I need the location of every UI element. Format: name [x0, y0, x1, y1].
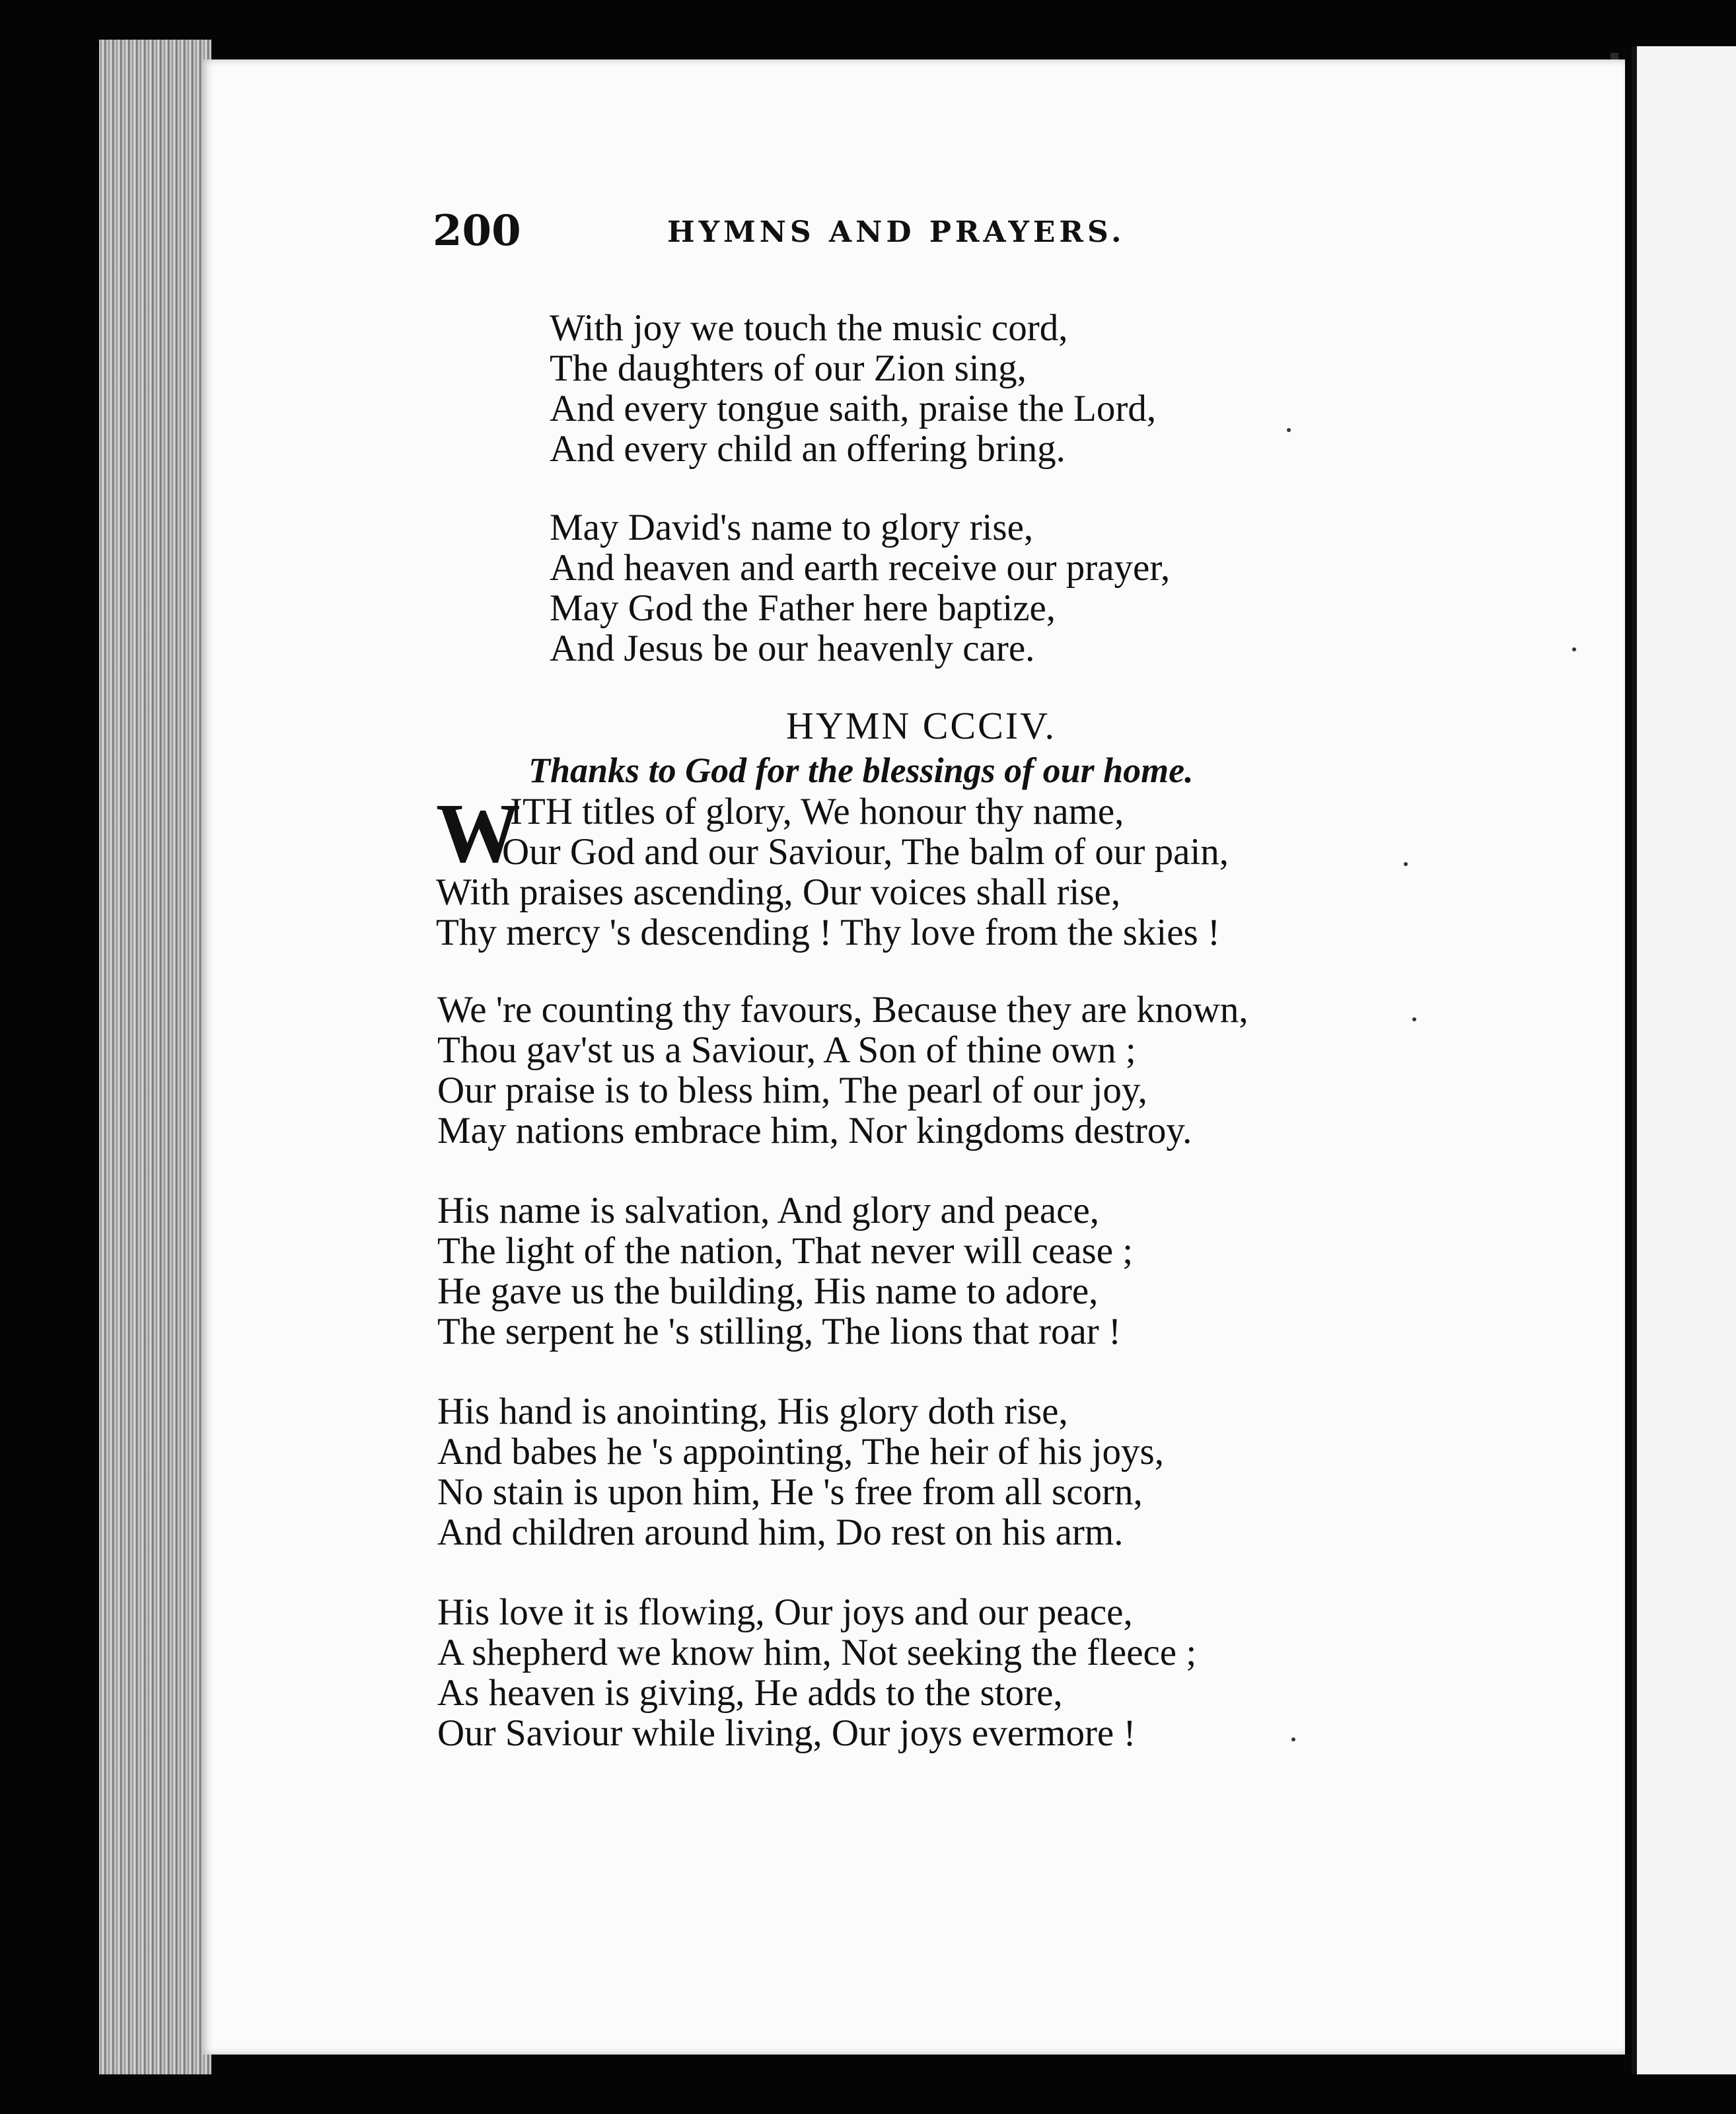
hymn-stanza-3 — [437, 1190, 1133, 1352]
verse-line: Thou gav'st us a Saviour, A Son of thine own ; — [437, 1029, 1136, 1071]
verse-line: His hand is anointing, His glory doth rise, — [437, 1391, 1068, 1432]
page-number: 200 — [433, 206, 521, 256]
verse-line: As heaven is giving, He adds to the store, — [437, 1672, 1063, 1714]
hymn-title: HYMN CCCIV. — [786, 704, 1057, 747]
verse-line: With joy we touch the music cord, — [550, 307, 1068, 349]
verse-line: The serpent he 's stilling, The lions that roar ! — [437, 1311, 1121, 1352]
stanza-previous-2 — [550, 507, 1170, 669]
running-head — [433, 206, 1192, 259]
verse-line: No stain is upon him, He 's free from all scorn, — [437, 1471, 1143, 1513]
hymn-first-stanza — [436, 786, 1229, 953]
verse-line: His love it is flowing, Our joys and our peace, — [437, 1591, 1133, 1633]
verse-line: And every child an offering bring. — [550, 428, 1066, 470]
verse-line: And Jesus be our heavenly care. — [550, 628, 1035, 669]
verse-line: Our praise is to bless him, The pearl of our joy, — [437, 1070, 1147, 1111]
verse-line: And heaven and earth receive our prayer, — [550, 547, 1171, 589]
scan-speck — [1572, 647, 1576, 651]
verse-line: And babes he 's appointing, The heir of his joys, — [437, 1431, 1164, 1473]
scan-speck — [1412, 1017, 1416, 1021]
verse-line: ITH titles of glory, We honour thy name, — [510, 791, 1124, 832]
verse-line: Thy mercy 's descending ! Thy love from the skies ! — [436, 912, 1220, 953]
verse-line: May God the Father here baptize, — [550, 587, 1056, 629]
hymn-stanza-5 — [437, 1592, 1196, 1753]
verse-line: His name is salvation, And glory and peace, — [437, 1190, 1100, 1231]
verse-line: And every tongue saith, praise the Lord, — [550, 388, 1157, 429]
hymn-stanza-2 — [437, 990, 1248, 1151]
hymn-stanza-4 — [437, 1391, 1164, 1552]
verse-line: A shepherd we know him, Not seeking the fleece ; — [437, 1632, 1197, 1673]
scan-speck — [1404, 862, 1408, 866]
hymn-subtitle: Thanks to God for the blessings of our home. — [528, 750, 1194, 790]
book-page-edges — [99, 40, 211, 2074]
verse-line: May David's name to glory rise, — [550, 507, 1034, 548]
scan-speck — [1291, 1737, 1295, 1741]
verse-line: The daughters of our Zion sing, — [550, 347, 1027, 389]
drop-cap: W — [436, 786, 521, 880]
verse-line: May nations embrace him, Nor kingdoms destroy. — [437, 1110, 1192, 1151]
verse-line: With praises ascending, Our voices shall rise, — [436, 871, 1121, 913]
stanza-previous-1 — [550, 308, 1156, 469]
running-head-title: HYMNS AND PRAYERS. — [667, 215, 1126, 249]
verse-line: Our Saviour while living, Our joys evermore ! — [437, 1712, 1136, 1754]
verse-line: We 're counting thy favours, Because they are known, — [437, 989, 1248, 1031]
verse-line: And children around him, Do rest on his arm. — [437, 1512, 1124, 1553]
verse-line: He gave us the building, His name to adore, — [437, 1270, 1099, 1312]
verse-line: The light of the nation, That never will cease ; — [437, 1230, 1134, 1272]
verse-line: Our God and our Saviour, The balm of our pain, — [502, 831, 1229, 873]
scan-speck — [1287, 428, 1291, 432]
facing-page-edge — [1632, 46, 1736, 2074]
